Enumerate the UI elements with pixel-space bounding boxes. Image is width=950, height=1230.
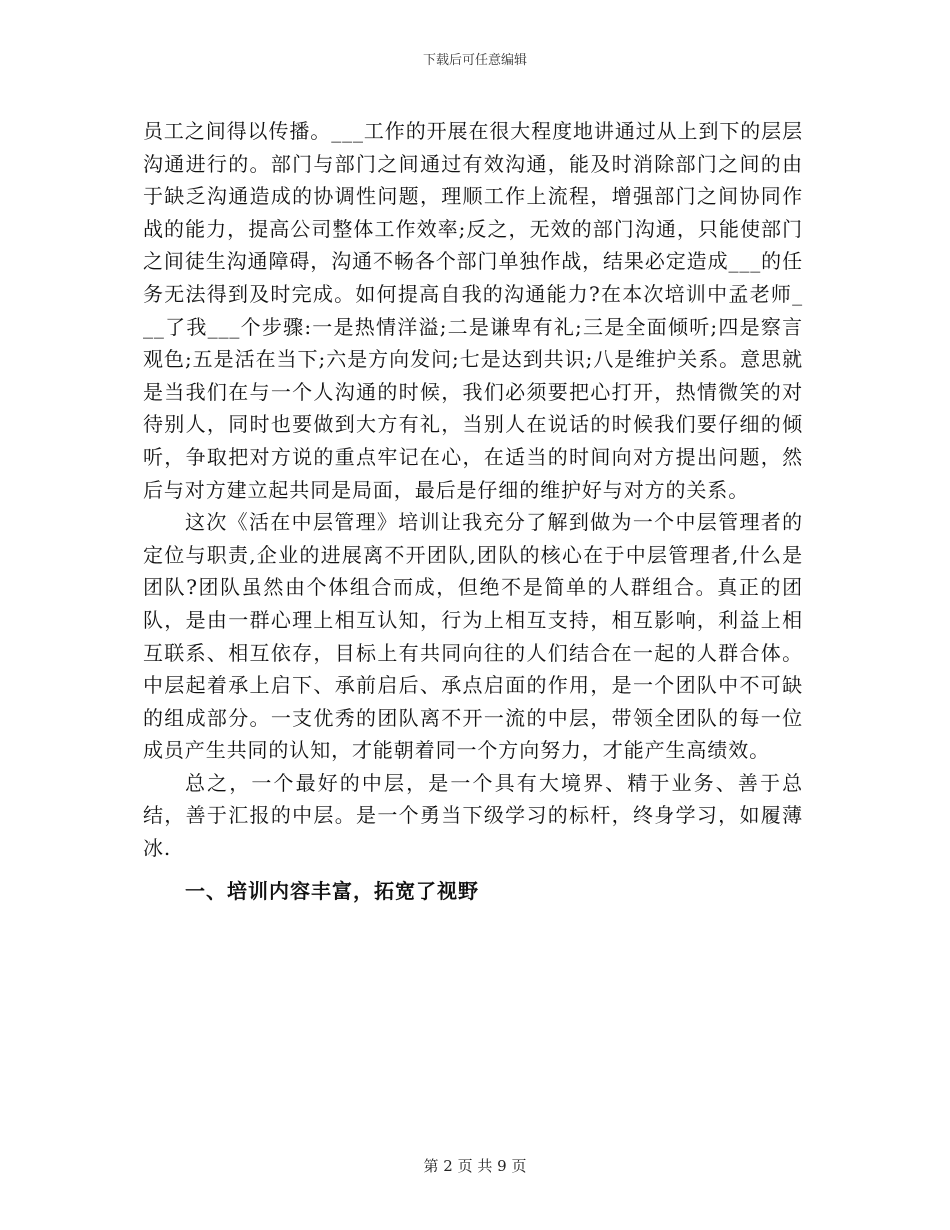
- page-header-note: 下载后可任意编辑: [422, 53, 527, 68]
- document-body: [143, 115, 803, 907]
- paragraph-summary: 总之，一个最好的中层，是一个具有大境界、精于业务、善于总结，善于汇报的中层。是一个勇当下级学习的标杆，终身学习，如履薄冰.: [143, 770, 803, 861]
- paragraph-team: 这次《活在中层管理》培训让我充分了解到做为一个中层管理者的定位与职责,企业的进展离不开团队,团队的核心在于中层管理者,什么是团队?团队虽然由个体组合而成，但绝不是简单的人群组合。真正的团队，是由一群心理上相互认知，行为上相互支持，相互影响，利益上相互联系、相互依存，目标上有共同向往的人们结合在一起的人群合体。中层起着承上启下、承前启后、承点启面的作用，是一个团队中不可缺的组成部分。一支优秀的团队离不开一流的中层，带领全团队的每一位成员产生共同的认知，才能朝着同一个方向努力，才能产生高绩效。: [143, 510, 803, 763]
- page-number-footer: 第 2 页 共 9 页: [423, 1157, 527, 1175]
- section-heading: 一、培训内容丰富，拓宽了视野: [185, 878, 479, 903]
- paragraph-communication: 员工之间得以传播。___工作的开展在很大程度地讲通过从上到下的层层沟通进行的。部门与部门之间通过有效沟通，能及时消除部门之间的由于缺乏沟通造成的协调性问题，理顺工作上流程，增强部门之间协同作战的能力，提高公司整体工作效率;反之，无效的部门沟通，只能使部门之间徒生沟通障碍，沟通不畅各个部门单独作战，结果必定造成___的任务无法得到及时完成。如何提高自我的沟通能力?在本次培训中孟老师___了我___个步骤:一是热情洋溢;二是谦卑有礼;三是全面倾听;四是察言观色;五是活在当下;六是方向发问;七是达到共识;八是维护关系。意思就是当我们在与一个人沟通的时候，我们必须要把心打开，热情微笑的对待别人，同时也要做到大方有礼，当别人在说话的时候我们要仔细的倾听，争取把对方说的重点牢记在心，在适当的时间向对方提出问题，然后与对方建立起共同是局面，最后是仔细的维护好与对方的关系。: [143, 119, 803, 502]
